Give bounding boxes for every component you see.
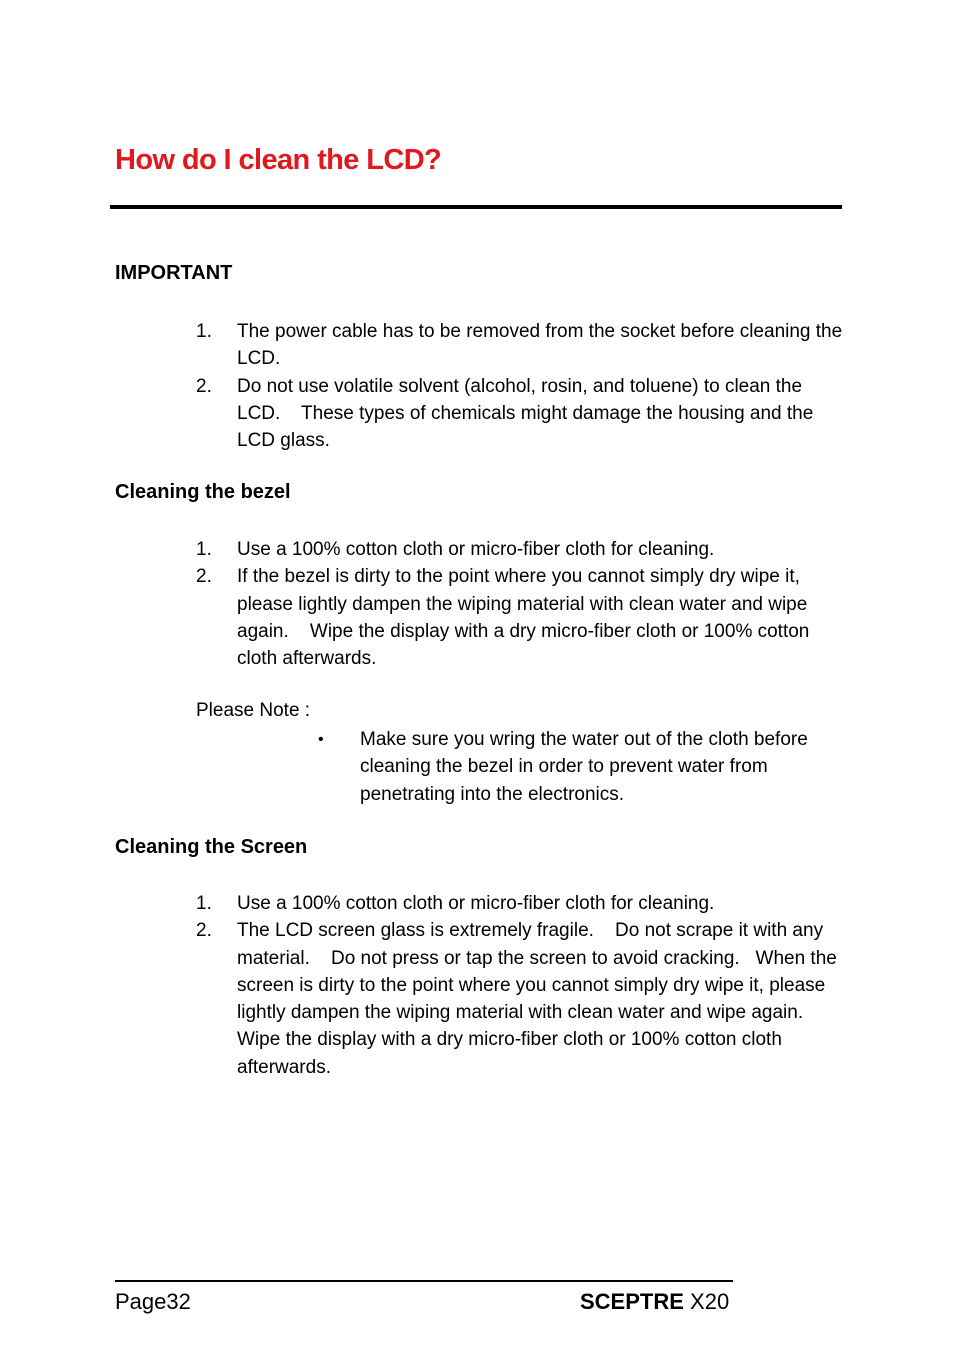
list-item [196,563,846,672]
item-text: The power cable has to be removed from the socket before cleaning the LCD. [237,321,843,370]
note-label: Please Note : [196,700,311,721]
bezel-heading: Cleaning the bezel [115,481,291,503]
list-item [196,373,846,455]
important-list [196,318,846,454]
footer-divider [115,1280,733,1282]
item-text: Do not use volatile solvent (alcohol, rosin, and toluene) to clean the LCD. These types of chemicals might damage the housing and the LCD glass. [237,375,814,452]
bezel-list [196,536,846,672]
item-number: 2. [196,375,212,397]
list-item [318,726,848,808]
item-number: 2. [196,920,212,942]
note-list [318,726,848,808]
item-number: 1. [196,321,212,342]
footer-brand [580,1289,729,1315]
item-text: The LCD screen glass is extremely fragile. Do not scrape it with any material. Do not press or tap the screen to avoid cracking. When the screen is dirty to the point where you cannot simply dry wipe it, please lightly dampen the wiping material with clean water and wipe again. Wipe the display with a dry micro-fiber cloth or 100% cotton cloth afterwards. [237,920,837,1078]
page-number: Page32 [115,1289,191,1314]
list-item [196,917,846,1081]
note-text: Make sure you wring the water out of the cloth before cleaning the bezel in order to prevent water from penetrating into the electronics. [360,729,808,805]
model-name: X20 [690,1289,730,1314]
screen-list [196,890,846,1081]
item-text: Use a 100% cotton cloth or micro-fiber cloth for cleaning. [237,539,715,560]
page-title: How do I clean the LCD? [115,144,442,176]
brand-name: SCEPTRE [580,1289,684,1314]
item-text: Use a 100% cotton cloth or micro-fiber cloth for cleaning. [237,893,715,914]
item-text: If the bezel is dirty to the point where you cannot simply dry wipe it, please lightly dampen the wiping material with clean water and wipe again. Wipe the display with a dry micro-fiber cloth or 100% cotton cloth afterwards. [237,566,810,670]
list-item [196,890,846,917]
list-item [196,536,846,563]
screen-heading: Cleaning the Screen [115,836,308,858]
title-divider [110,205,842,209]
item-number: 2. [196,566,212,588]
list-item [196,318,846,373]
important-heading: IMPORTANT [115,262,233,284]
item-number: 1. [196,893,212,914]
bullet-icon: • [318,731,324,748]
item-number: 1. [196,539,212,560]
